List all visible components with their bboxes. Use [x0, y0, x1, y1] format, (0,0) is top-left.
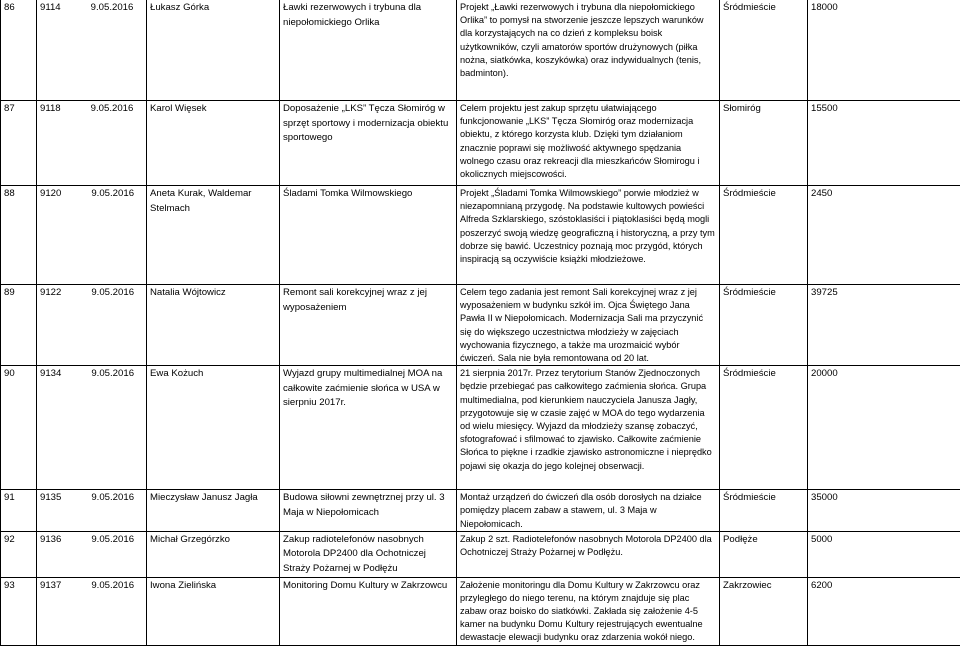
row-area: Śródmieście	[720, 285, 808, 366]
row-nr-date	[37, 101, 147, 186]
row-title: Doposażenie „LKS” Tęcza Słomiróg w sprzęt sportowy i modernizacja obiektu sportowego	[280, 101, 457, 186]
row-title: Ławki rezerwowych i trybuna dla niepołomickiego Orlika	[280, 0, 457, 101]
row-nr: 9120	[40, 188, 62, 199]
row-description: Zakup 2 szt. Radiotelefonów nasobnych Motorola DP2400 dla Ochotniczej Straży Pożarnej w Podłężu.	[457, 531, 720, 577]
row-title: Monitoring Domu Kultury w Zakrzowcu	[280, 577, 457, 645]
row-description: 21 sierpnia 2017r. Przez terytorium Stanów Zjednoczonych będzie przebiegać pas całkowitego zaćmienia słońca. Grupa multimedialna, pod kierunkiem nauczyciela Janusza Jagły, przygotowuje się w czasie zajęć w MOA do tego wydarzenia od wielu miesięcy. Wyjazd da młodzieży szansę zobaczyć, sfotografować i sfilmować to zjawisko. Całkowite zaćmienie Słońca to piękne i rzadkie zjawisko astronomiczne i nieprędko pojawi się okazja do jego kolejnej obserwacji.	[457, 366, 720, 490]
row-amount: 6200	[808, 577, 960, 645]
row-description: Projekt „Ławki rezerwowych i trybuna dla niepołomickiego Orlika” to pomysł na stworzenie jeszcze lepszych warunków dla korzystających na co dzień z kompleksu boisk użytkowników, czyli amatorów sportów drużynowych (piłka nożna, siatkówka, koszykówka) oraz indywidualnych (tenis, badminton).	[457, 0, 720, 101]
row-amount: 39725	[808, 285, 960, 366]
row-author: Michał Grzegórzko	[147, 531, 280, 577]
row-title: Budowa siłowni zewnętrznej przy ul. 3 Maja w Niepołomicach	[280, 490, 457, 532]
row-author: Iwona Zielińska	[147, 577, 280, 645]
table-row	[1, 490, 960, 532]
row-author: Natalia Wójtowicz	[147, 285, 280, 366]
row-author: Łukasz Górka	[147, 0, 280, 101]
table-row	[1, 366, 960, 490]
row-amount: 20000	[808, 366, 960, 490]
row-title: Remont sali korekcyjnej wraz z jej wyposażeniem	[280, 285, 457, 366]
row-title: Wyjazd grupy multimedialnej MOA na całkowite zaćmienie słońca w USA w sierpniu 2017r.	[280, 366, 457, 490]
row-amount: 15500	[808, 101, 960, 186]
row-amount: 2450	[808, 186, 960, 285]
row-lp: 88	[1, 186, 37, 285]
row-area: Śródmieście	[720, 186, 808, 285]
row-nr: 9136	[40, 533, 62, 545]
row-author: Karol Więsek	[147, 101, 280, 186]
row-nr-date	[37, 0, 147, 101]
table-row	[1, 101, 960, 186]
table-row	[1, 531, 960, 577]
row-lp: 89	[1, 285, 37, 366]
row-amount: 35000	[808, 490, 960, 532]
row-area: Śródmieście	[720, 366, 808, 490]
row-date: 9.05.2016	[91, 579, 135, 591]
row-author: Aneta Kurak, Waldemar Stelmach	[147, 186, 280, 285]
row-nr-date	[37, 366, 147, 490]
table-row	[1, 186, 960, 285]
row-nr-date	[37, 531, 147, 577]
row-nr: 9135	[40, 492, 62, 504]
row-date: 9.05.2016	[91, 188, 135, 199]
table-row	[1, 285, 960, 366]
row-author: Ewa Kożuch	[147, 366, 280, 490]
row-nr: 9118	[40, 103, 61, 114]
row-title: Zakup radiotelefonów nasobnych Motorola DP2400 dla Ochotniczej Straży Pożarnej w Podłężu	[280, 531, 457, 577]
row-description: Montaż urządzeń do ćwiczeń dla osób dorosłych na działce pomiędzy placem zabaw a stawem, ul. 3 Maja w Niepołomicach.	[457, 490, 720, 532]
row-date: 9.05.2016	[91, 287, 135, 298]
row-date: 9.05.2016	[91, 492, 135, 504]
row-area: Zakrzowiec	[720, 577, 808, 645]
row-date: 9.05.2016	[91, 533, 135, 545]
row-nr-date	[37, 186, 147, 285]
row-nr-date	[37, 577, 147, 645]
table-row	[1, 0, 960, 101]
row-lp: 93	[1, 577, 37, 645]
row-lp: 92	[1, 531, 37, 577]
row-title: Śladami Tomka Wilmowskiego	[280, 186, 457, 285]
row-nr-date	[37, 285, 147, 366]
row-amount: 5000	[808, 531, 960, 577]
row-author: Mieczysław Janusz Jagła	[147, 490, 280, 532]
row-amount: 18000	[808, 0, 960, 101]
row-date: 9.05.2016	[90, 103, 134, 114]
row-description: Celem tego zadania jest remont Sali korekcyjnej wraz z jej wyposażeniem w budynku szkół im. Ojca Świętego Jana Pawła II w Niepołomicach. Modernizacja Sali ma przyczynić się do większego uczestnictwa młodzieży w zajęciach wychowania fizycznego, a także ma urozmaicić wybór ćwiczeń. Sala nie była remontowana od 20 lat.	[457, 285, 720, 366]
row-nr: 9134	[40, 368, 62, 380]
row-nr: 9114	[40, 2, 61, 13]
row-description: Założenie monitoringu dla Domu Kultury w Zakrzowcu oraz przyległego do niego terenu, na którym znajduje się plac zabaw oraz boisko do siatkówki. Zakłada się założenie 4-5 kamer na budynku Domu Kultury rejestrujących ewentualne dewastacje elewacji budynku oraz zdarzenia wokół niego.	[457, 577, 720, 645]
row-nr: 9122	[40, 287, 62, 298]
row-lp: 90	[1, 366, 37, 490]
table-row	[1, 577, 960, 645]
row-area: Śródmieście	[720, 0, 808, 101]
row-lp: 86	[1, 0, 37, 101]
row-lp: 91	[1, 490, 37, 532]
row-description: Celem projektu jest zakup sprzętu ułatwiającego funkcjonowanie „LKS” Tęcza Słomiróg oraz modernizacja obiektu, z którego korzysta klub. Dzięki tym działaniom znacznie poprawi się możliwość aktywnego spędzania wolnego czasu oraz rekreacji dla mieszkańców Słomirogu i okolicznych miejscowości.	[457, 101, 720, 186]
row-nr-date	[37, 490, 147, 532]
row-area: Podłęże	[720, 531, 808, 577]
row-area: Słomiróg	[720, 101, 808, 186]
row-date: 9.05.2016	[91, 368, 135, 380]
row-date: 9.05.2016	[90, 2, 134, 13]
row-area: Śródmieście	[720, 490, 808, 532]
row-lp: 87	[1, 101, 37, 186]
row-nr: 9137	[40, 579, 62, 591]
row-description: Projekt „Śladami Tomka Wilmowskiego” porwie młodzież w niezapomnianą przygodę. Na podstawie kultowych powieści Alfreda Szklarskiego, szóstoklasiści i piątoklasiści będą mogli poszerzyć swoją wiedzę geograficzną i historyczną, a przy tym dobrze się bawić. Uczestnicy poznają moc przygód, których inspiracją są oczywiście książki młodzieżowe.	[457, 186, 720, 285]
